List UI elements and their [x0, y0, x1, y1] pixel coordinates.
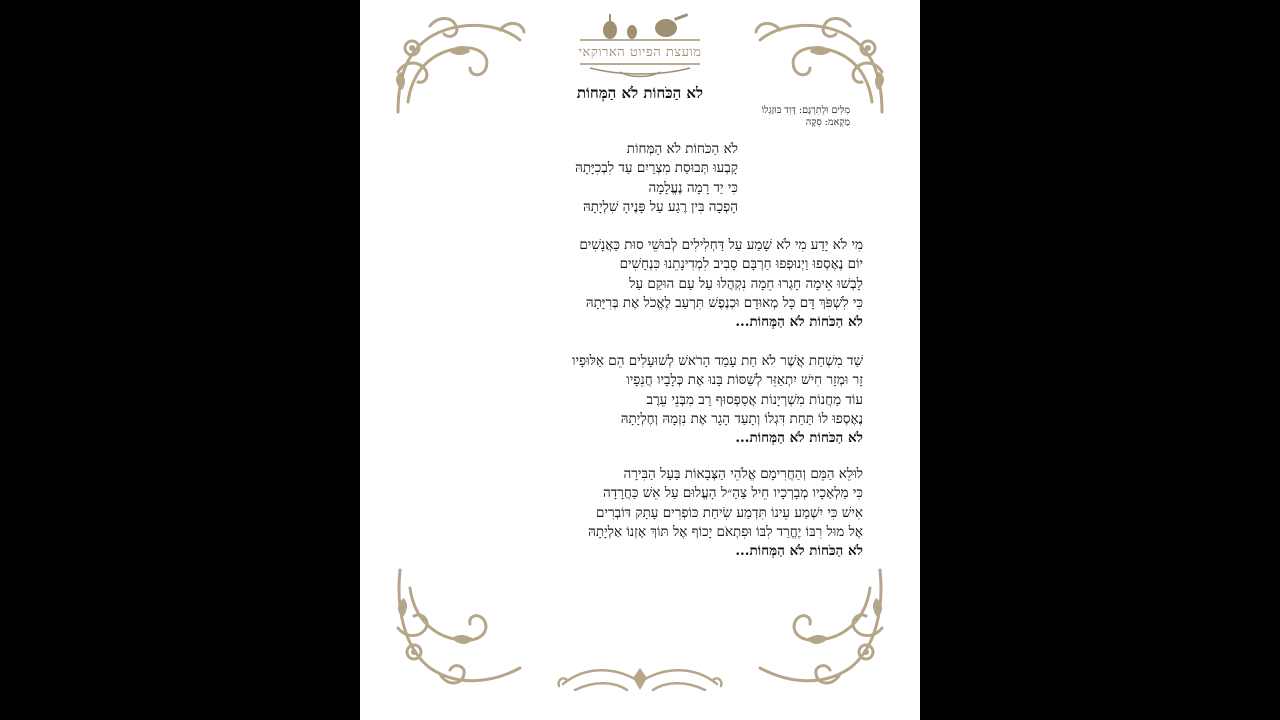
verse-line: נֶאֶסְפוּ לוֹ תַּחַת דִּגְלוֹ וְתָעַד הָגָר אֶת נִזְמָהּ וְחֶלְיָתָהּ: [620, 410, 863, 427]
verse-line: עוֹד מַחֲנוֹת מִשְׁרְיָנוֹת אֲסַפְסוּף רַב מִבְּנֵי עֵרֶב: [646, 391, 863, 408]
verse-line: אֶל מוּל רִבּוֹ יֶחֱרַד לִבּוֹ וּפִתְאֹם יָכוֹף אֶל תּוֹךְ אָזְנוֹ אַלְיָתָהּ: [588, 523, 863, 540]
verse-line: לָבְשׁוּ אֵימָה חָגְרוּ חֵמָה נִקְהֲלוּ עַל עַם הוּקַם עַל: [629, 275, 863, 292]
logo-text: מועצת הפיוט הארוקאי: [578, 45, 702, 60]
verse-line: כִּי מַלְאָכָיו מְבָרְכָיו חֵיל צַהַ״ל הָעֱלוּם עַל אֵשׁ כַּחֲרָדָה: [602, 485, 863, 502]
verse-stanza-3: [588, 465, 863, 561]
corner-ornament-top-left-icon: [390, 12, 530, 122]
verse-line: אִישׁ כִּי יִשְׁמַע עֵינוֹ תִּדְמַע שִׂיחַת כּוֹפְרִים עָתָק דּוֹבְרִים: [596, 504, 863, 521]
credit-line-lyrics: מִלִּים וּלְתִרְגָּם: דָּוִד בּוּזַגְלוֹ: [761, 105, 850, 116]
bottom-center-ornament-icon: [555, 662, 725, 698]
corner-ornament-bottom-left-icon: [390, 568, 530, 698]
chorus-line: קָבְעוּ תְּבוּסַת מִצְרַיִם עַד לִבְכִיָּתָהּ: [575, 160, 738, 177]
chorus-line: הָפְכָה בִּין רֶגַע עַל פָּנֶיהָ שִׁלְיָתָהּ: [582, 198, 738, 215]
lyrics-sheet: [360, 0, 920, 720]
chorus-stanza: [575, 140, 738, 217]
verse-line: זָר וּמְזָר חִישׁ יִתְאַזֵּר לְשַׁסּוֹת בָּנוּ אֶת כְּלָבָיו חֲנֵפָיו: [626, 372, 863, 389]
verse-line: שַׁד מִשְׁחַת אֲשֶׁר לֹא חַת עָמַד הָרֹאשׁ לְשׁוּעָלִים הֵם אַלּוּפָיו: [572, 353, 863, 369]
song-title: לא הַכֹּחוֹת לֹא הַמְּחוֹת: [576, 84, 704, 102]
chorus-line: לֹא הַכֹּחוֹת לֹא הַמְּחוֹת: [626, 141, 738, 157]
verse-line: לוּלֵא הַמֵּם וְהַחֲרִימָם אֱלֹהֵי הַצְּבָאוֹת בַּעַל הַבִּירָה: [623, 466, 863, 482]
logo: [570, 10, 710, 80]
corner-ornament-bottom-right-icon: [750, 568, 890, 698]
verse-line: כִּי לִשְׁפֹּךְ דָּם כָּל מְאוּדָם וּכְנֶפֶשׁ תִּרְעַב לֶאֱכֹל אֶת בְּרִיָּתָהּ: [585, 294, 863, 311]
verse-refrain: לֹא הַכֹּחוֹת לֹא הַמְּחוֹת...: [735, 314, 863, 331]
verse-stanza-2: [572, 352, 863, 448]
verse-refrain: לֹא הַכֹּחוֹת לֹא הַמְּחוֹת...: [735, 430, 863, 447]
chorus-line: כִּי יַד רָמָה נֶעֱלָמָה: [648, 179, 738, 196]
verse-stanza-1: [579, 236, 863, 332]
verse-line: יוֹם נֶאֶסְפוּ וַיְנוּפְפוּ חַרְבָּם סָבִיב לִמְדִינָתֵנוּ כִּנְחָשִׁים: [619, 256, 863, 273]
credits: [650, 105, 850, 129]
credit-line-maqam: מַקָאמ: סִקָּה: [805, 117, 850, 128]
verse-line: מִי לֹא יָדַע מִי לֹא שָׁמַע עַל דַּחְלִילִים לְבוּשֵׁי סוּת כַּאֲנָשִׁים: [579, 237, 863, 253]
verse-refrain: לֹא הַכֹּחוֹת לֹא הַמְּחוֹת...: [735, 543, 863, 560]
